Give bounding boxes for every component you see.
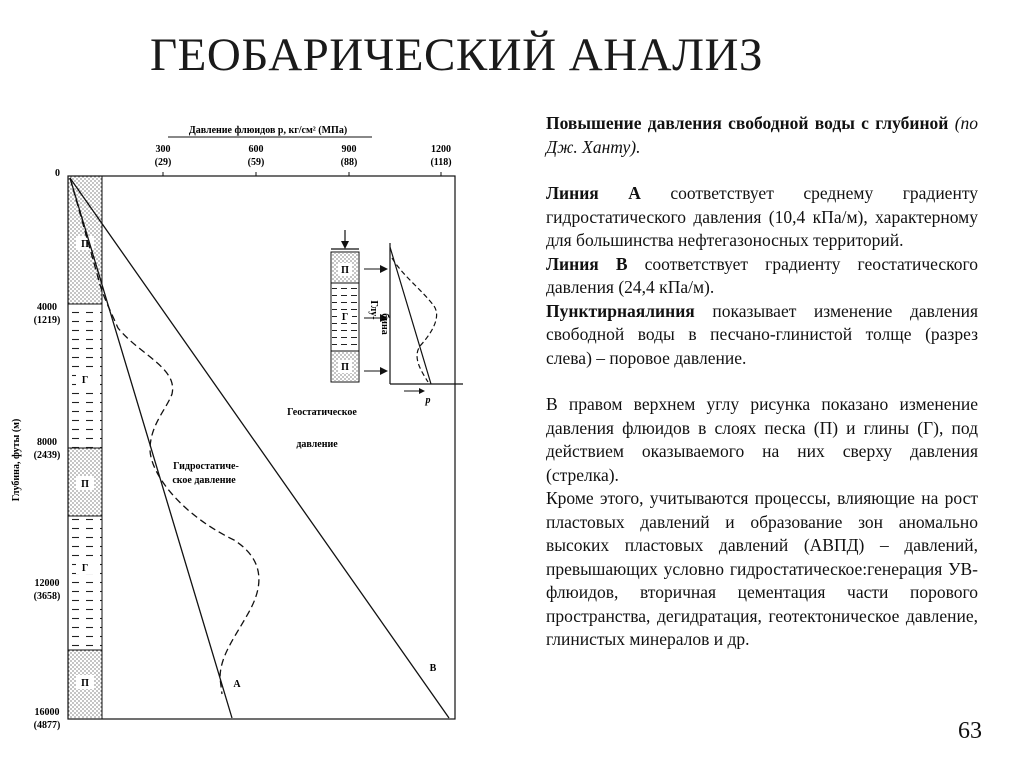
top-tick-300: 300	[155, 144, 171, 155]
top-tick-900: 900	[341, 144, 357, 155]
inset-paragraph: В правом верхнем углу рисунка показано изменение давления флюидов в слоях песка (П) и глины (Г), под действием оказываемого на них сверху давления (стрелка).	[546, 394, 978, 485]
layer-label-3: П	[81, 479, 89, 490]
depth-tick-16000-m: (4877)	[33, 720, 61, 731]
depth-tick-4000: 4000	[37, 302, 57, 313]
depth-tick-12000: 12000	[34, 578, 60, 589]
heading-paragraph	[546, 112, 978, 159]
inset-layer-3: П	[341, 362, 349, 373]
line-b-text: соответствует градиенту геостатического давления (24,4 кПа/м).	[546, 253, 978, 297]
description-text	[546, 112, 978, 652]
depth-tick-4000-m: (1219)	[33, 315, 61, 326]
y-axis-label: Глубина, футы (м)	[11, 418, 22, 502]
dashed-line-term: Пунктирнаялиния	[546, 300, 695, 321]
hydrostatic-label-2: ское давление	[172, 475, 236, 486]
depth-tick-16000: 16000	[34, 707, 60, 718]
page-number: 63	[958, 718, 982, 744]
top-tick-1200-mpa: (118)	[430, 157, 452, 168]
heading-bold: Повышение давления свободной воды с глубиной	[546, 113, 949, 133]
top-tick-300-mpa: (29)	[154, 157, 172, 168]
line-a-paragraph	[546, 182, 978, 253]
inset-pressure-label: p	[425, 395, 431, 406]
layer-label-4: Г	[81, 563, 89, 574]
top-axis-label: Давление флюидов p, кг/см² (МПа)	[188, 125, 348, 136]
top-tick-labels	[155, 144, 452, 168]
layer-label-2: Г	[81, 375, 89, 386]
line-b-term: Линия В	[546, 253, 628, 274]
layer-label-1: П	[81, 239, 89, 250]
dashed-line-paragraph	[546, 300, 978, 371]
depth-tick-8000-m: (2439)	[33, 450, 61, 461]
line-b-paragraph	[546, 253, 978, 300]
inset-figure	[331, 230, 463, 406]
depth-tick-labels	[34, 302, 61, 731]
top-tick-1200: 1200	[431, 144, 451, 155]
hydrostatic-label-1: Гидростатиче-	[173, 461, 239, 472]
depth-tick-12000-m: (3658)	[33, 591, 61, 602]
top-tick-900-mpa: (88)	[340, 157, 358, 168]
pressure-depth-diagram	[0, 110, 540, 750]
lithology-column	[68, 176, 102, 719]
inset-layer-2: Г	[341, 312, 349, 323]
line-a-text: соответствует среднему градиенту гидростатического давления (10,4 кПа/м), характерному для большинства нефтегазоносных территорий.	[546, 183, 978, 250]
top-tick-600-mpa: (59)	[247, 157, 265, 168]
slide-title: ГЕОБАРИЧЕСКИЙ АНАЛИЗ	[150, 29, 763, 81]
line-a-term: Линия А	[546, 183, 641, 203]
inset-depth-label-1: Глу-	[368, 300, 379, 320]
origin-label: 0	[55, 168, 60, 179]
layer-label-5: П	[81, 678, 89, 689]
processes-paragraph: Кроме этого, учитываются процессы, влияющие на рост пластовых давлений и образование зон аномально высоких пластовых давлений (АВПД) – давлений, превышающих условно гидростатическое:генерация УВ-флюидов, вторичная цементация части порового пространства, дегидратация, геотектоническое давление, глинистых минералов и др.	[546, 488, 978, 649]
inset-layer-1: П	[341, 265, 349, 276]
line-b-label: B	[429, 663, 437, 674]
dashed-line-text: показывает изменение давления свободной воды в песчано-глинистой толще (разрез слева) – поровое давление.	[546, 300, 978, 368]
geostatic-label-2: давление	[296, 439, 338, 450]
geostatic-label-1: Геостатическое	[287, 407, 357, 418]
top-tick-600: 600	[248, 144, 264, 155]
line-a-label: A	[233, 679, 241, 690]
depth-tick-8000: 8000	[37, 437, 57, 448]
inset-depth-label-2: бина	[379, 313, 390, 335]
heading-source: (по Дж. Ханту).	[546, 113, 979, 157]
